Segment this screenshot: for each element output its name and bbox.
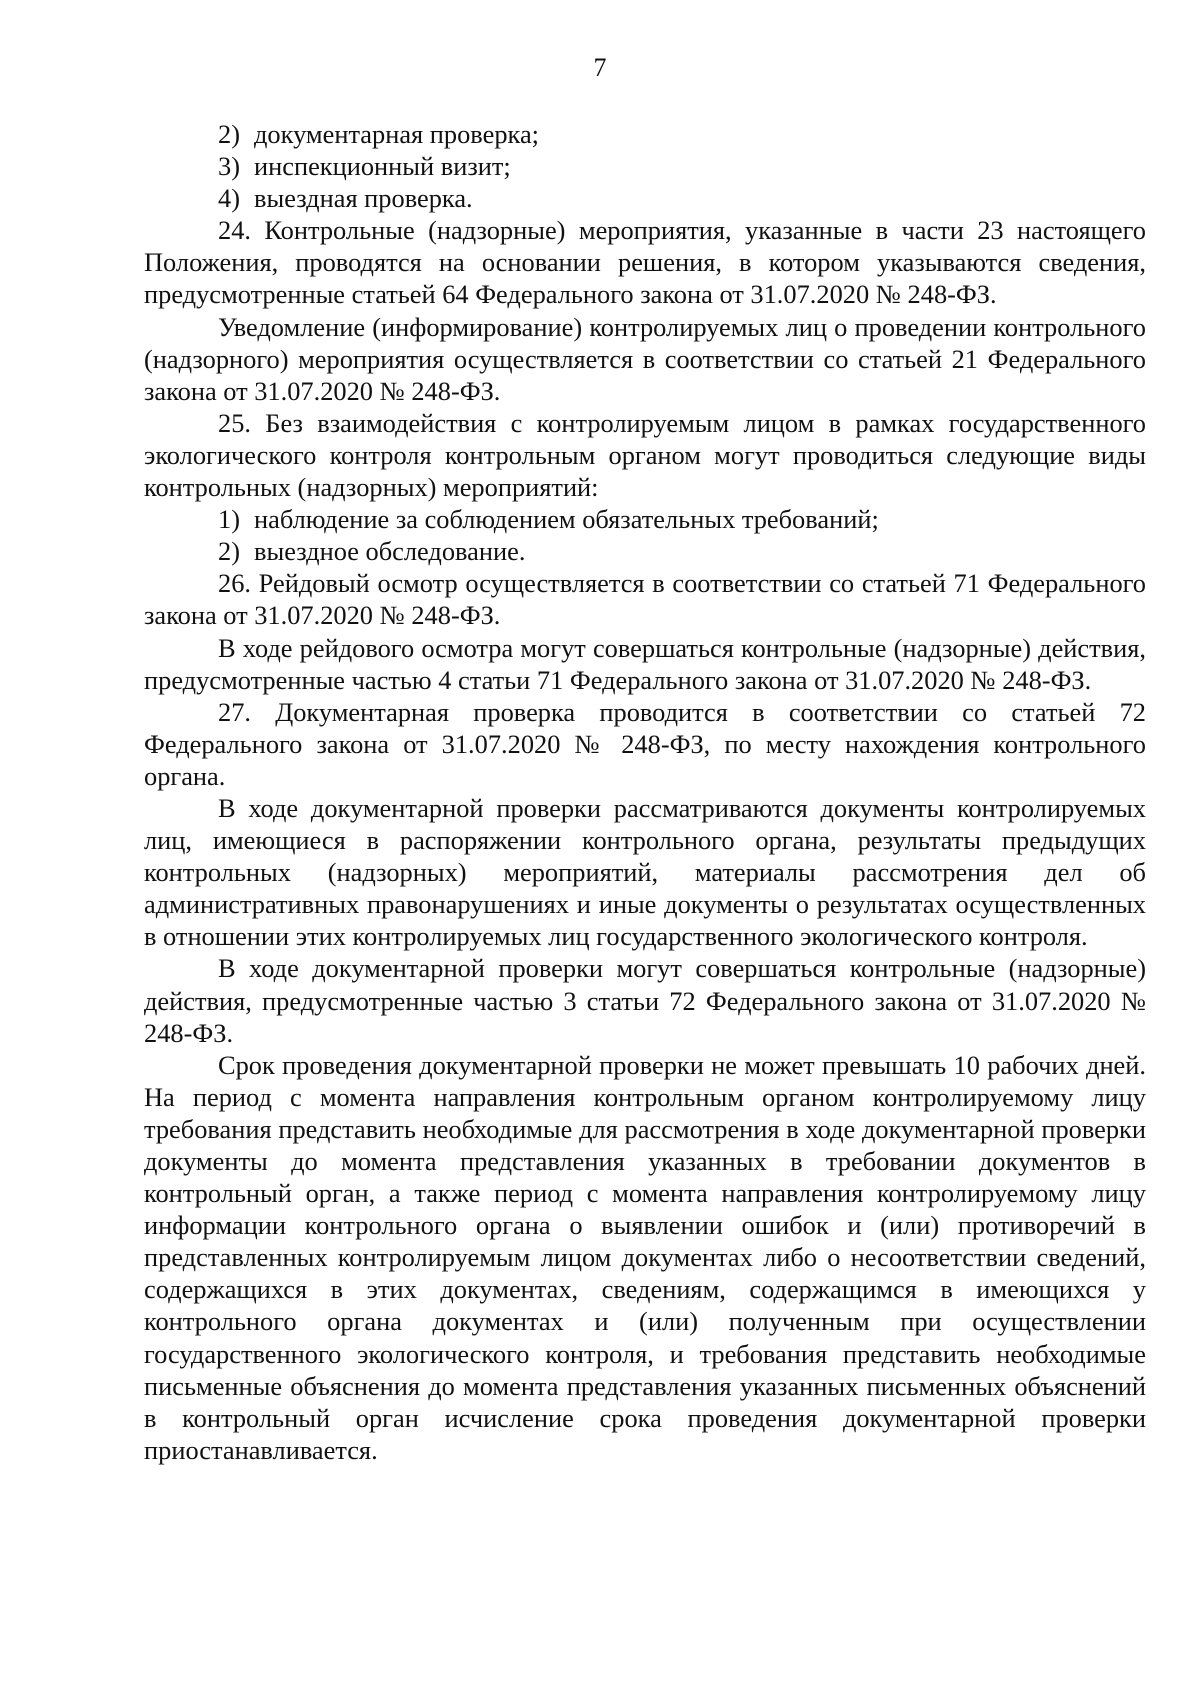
- list-item-number: 1): [218, 504, 240, 535]
- paragraph-documents-reviewed: В ходе документарной проверки рассматриваются документы контролируемых лиц, имеющиеся в распоряжении контрольного органа, результаты предыдущих контрольных (надзорных) мероприятий, материалы рассмотрения дел об административных правонарушениях и иные документы о результатах осуществленных в отношении этих контролируемых лиц государственного экологического контроля.: [144, 792, 1146, 952]
- document-body: [144, 118, 1146, 1466]
- list-item: [144, 182, 1146, 214]
- paragraph-raid-actions: В ходе рейдового осмотра могут совершаться контрольные (надзорные) действия, предусмотренные частью 4 статьи 71 Федерального закона от 31.07.2020 № 248-ФЗ.: [144, 632, 1146, 695]
- paragraph-deadline: Срок проведения документарной проверки не может превышать 10 рабочих дней. На период с момента направления контрольным органом контролируемому лицу требования представить необходимые для рассмотрения в ходе документарной проверки документы до момента представления указанных в требовании документов в контрольный орган, а также период с момента направления контролируемому лицу информации контрольного органа о выявлении ошибок и (или) противоречий в представленных контролируемым лицом документах либо о несоответствии сведений, содержащихся в этих документах, сведениям, содержащимся в имеющихся у контрольного органа документах и (или) полученным при осуществлении государственного экологического контроля, и требования представить необходимые письменные объяснения до момента представления указанных письменных объяснений в контрольный орган исчисление срока проведения документарной проверки приостанавливается.: [144, 1049, 1146, 1465]
- paragraph-document-actions: В ходе документарной проверки могут совершаться контрольные (надзорные) действия, предусмотренные частью 3 статьи 72 Федерального закона от 31.07.2020 № 248-ФЗ.: [144, 953, 1146, 1048]
- paragraph-24: 24. Контрольные (надзорные) мероприятия, указанные в части 23 настоящего Положения, проводятся на основании решения, в котором указываются сведения, предусмотренные статьей 64 Федерального закона от 31.07.2020 № 248-ФЗ.: [144, 215, 1146, 310]
- list-item: [144, 118, 1146, 150]
- list-item-number: 2): [218, 119, 240, 149]
- list-item-text: выездная проверка.: [254, 183, 473, 214]
- page-number: 7: [593, 53, 607, 82]
- list-item-number: 2): [218, 536, 240, 567]
- paragraph-notification: Уведомление (информирование) контролируемых лиц о проведении контрольного (надзорного) мероприятия осуществляется в соответствии со статьей 21 Федерального закона от 31.07.2020 № 248-ФЗ.: [144, 311, 1146, 406]
- list-item: [144, 535, 1146, 567]
- list-item-text: выездное обследование.: [254, 536, 526, 567]
- list-item-text: документарная проверка;: [254, 119, 539, 149]
- list-item-text: инспекционный визит;: [254, 151, 511, 182]
- list-item-text: наблюдение за соблюдением обязательных требований;: [254, 504, 879, 535]
- paragraph-25: 25. Без взаимодействия с контролируемым лицом в рамках государственного экологического контроля контрольным органом могут проводиться следующие виды контрольных (надзорных) мероприятий:: [144, 407, 1146, 503]
- paragraph-26: 26. Рейдовый осмотр осуществляется в соответствии со статьей 71 Федерального закона от 31.07.2020 № 248-ФЗ.: [144, 568, 1146, 631]
- list-item-number: 3): [218, 151, 240, 182]
- list-item: [144, 150, 1146, 182]
- paragraph-27: 27. Документарная проверка проводится в соответствии со статьей 72 Федерального закона от 31.07.2020 № 248-ФЗ, по месту нахождения контрольного органа.: [144, 696, 1146, 791]
- list-item-number: 4): [218, 183, 240, 214]
- list-item: [144, 503, 1146, 535]
